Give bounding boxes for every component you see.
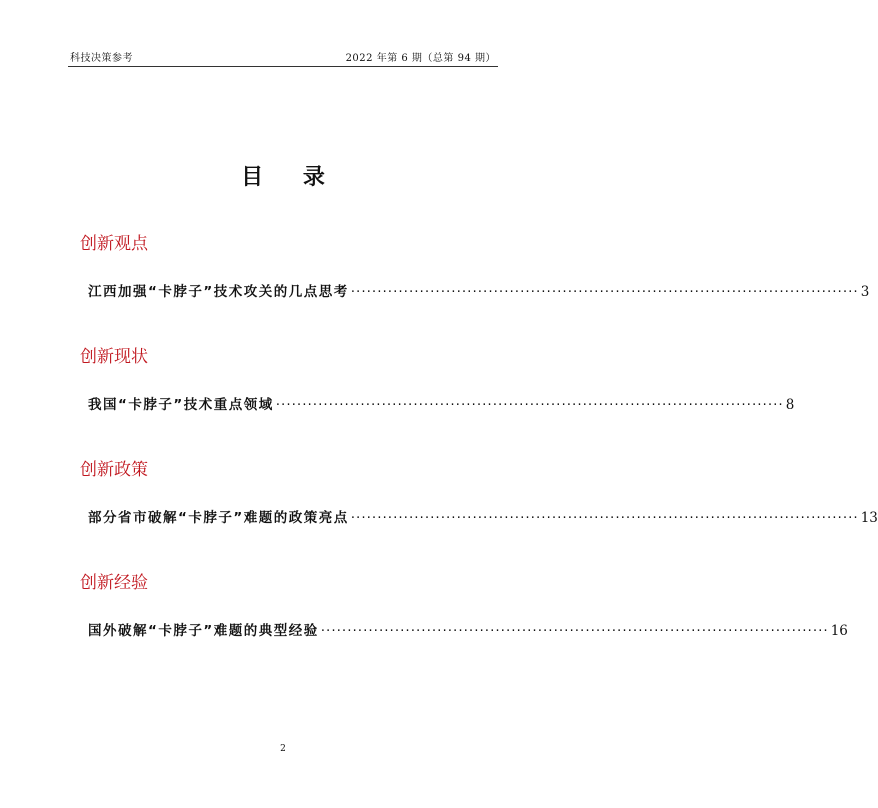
page-header [70,46,496,64]
section-heading: 创新经验 [80,573,148,593]
toc-entry[interactable] [88,282,870,302]
toc-entry-page: 8 [785,397,795,413]
toc-leader-dots: ································································································ [350,284,859,300]
section-heading: 创新政策 [80,460,148,480]
toc-section-innovation-experience [80,572,848,641]
toc-entry-title: 部分省市破解“卡脖子”难题的政策亮点 [88,510,349,526]
toc-entry[interactable] [88,508,878,528]
toc-section-innovation-status [80,346,795,415]
toc-leader-dots: ································································································ [320,623,829,639]
toc-entry-page: 16 [830,623,848,639]
toc-entry-page: 3 [860,284,870,300]
header-publication-name: 科技决策参考 [70,53,133,64]
toc-section-innovation-viewpoints [80,233,870,302]
section-heading: 创新观点 [80,234,148,254]
toc-title: 目 录 [241,164,341,190]
toc-entry-page: 13 [860,510,878,526]
section-heading: 创新现状 [80,347,148,367]
toc-entry[interactable] [88,621,848,641]
toc-leader-dots: ································································································ [350,510,859,526]
header-issue-info: 2022 年第 6 期（总第 94 期） [345,53,496,64]
toc-leader-dots: ································································································ [275,397,784,413]
toc-section-innovation-policy [80,459,878,528]
header-divider [68,66,498,67]
toc-entry-title: 江西加强“卡脖子”技术攻关的几点思考 [88,284,349,300]
page-number: 2 [280,744,286,754]
toc-entry[interactable] [88,395,795,415]
toc-entry-title: 国外破解“卡脖子”难题的典型经验 [88,623,319,639]
toc-entry-title: 我国“卡脖子”技术重点领域 [88,397,274,413]
